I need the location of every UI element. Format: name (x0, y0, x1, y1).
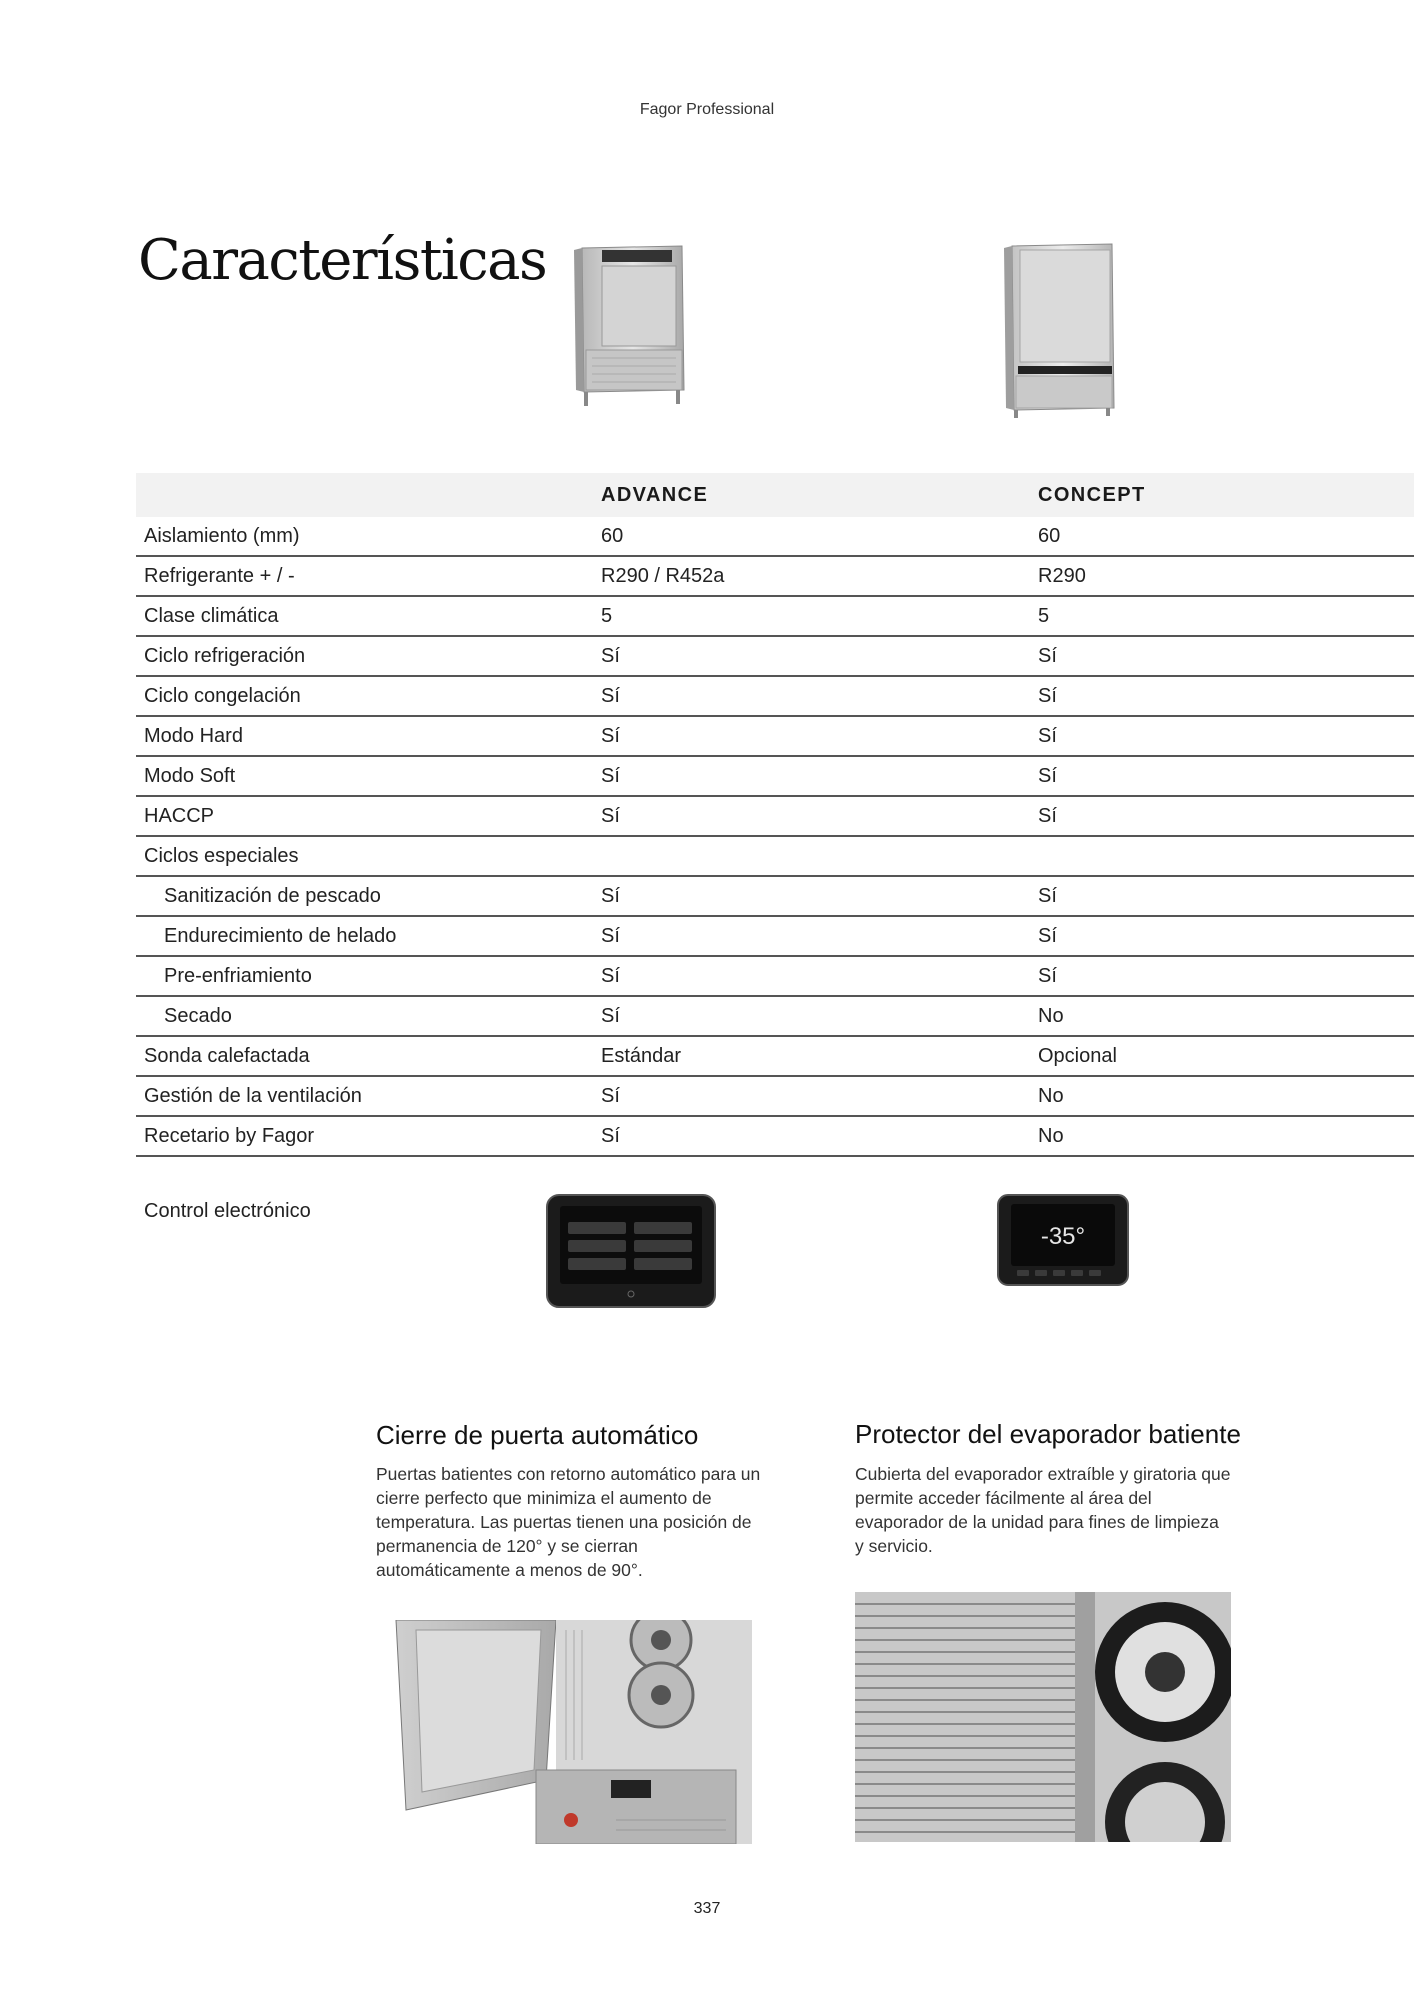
row-concept-value: Sí (1038, 676, 1414, 716)
row-concept-value: No (1038, 996, 1414, 1036)
row-label: Sonda calefactada (136, 1036, 601, 1076)
table-row (136, 596, 1414, 636)
feature-title-evaporator: Protector del evaporador batiente (855, 1419, 1241, 1449)
row-label: HACCP (136, 796, 601, 836)
table-header-advance: ADVANCE (601, 473, 1038, 517)
row-concept-value: No (1038, 1076, 1414, 1116)
control-electronico-label: Control electrónico (144, 1200, 311, 1222)
table-row (136, 756, 1414, 796)
row-concept-value: Sí (1038, 956, 1414, 996)
row-label: Modo Soft (136, 756, 601, 796)
page-number: 337 (693, 1900, 721, 1917)
row-advance-value: Sí (601, 636, 1038, 676)
table-row (136, 716, 1414, 756)
table-row (136, 636, 1414, 676)
feature-title-door: Cierre de puerta automático (376, 1420, 699, 1450)
row-label: Endurecimiento de helado (136, 916, 601, 956)
table-header-empty (136, 473, 601, 517)
table-row (136, 517, 1414, 556)
table-row (136, 956, 1414, 996)
row-advance-value: 5 (601, 596, 1038, 636)
feature-text-door: Puertas batientes con retorno automático para un cierre perfecto que minimiza el aumento de temperatura. Las puertas tienen una posición de permanencia de 120° y se cierran automáticamente a menos de 90°. (376, 1464, 761, 1580)
row-concept-value: Sí (1038, 716, 1414, 756)
table-row (136, 796, 1414, 836)
row-concept-value: Sí (1038, 636, 1414, 676)
table-header-concept: CONCEPT (1038, 473, 1414, 517)
row-concept-value: 60 (1038, 517, 1414, 556)
row-label: Ciclo refrigeración (136, 636, 601, 676)
concept-control-panel-image (997, 1194, 1129, 1286)
concept-cabinet-image (1004, 240, 1124, 420)
door-closing-photo (376, 1620, 752, 1844)
table-row (136, 876, 1414, 916)
row-advance-value: Sí (601, 756, 1038, 796)
row-label: Clase climática (136, 596, 601, 636)
row-label: Sanitización de pescado (136, 876, 601, 916)
table-row (136, 996, 1414, 1036)
row-advance-value: Sí (601, 1076, 1038, 1116)
row-label: Pre-enfriamiento (136, 956, 601, 996)
row-concept-value: R290 (1038, 556, 1414, 596)
table-row (136, 916, 1414, 956)
advance-cabinet-image (572, 240, 692, 420)
row-concept-value: No (1038, 1116, 1414, 1156)
row-advance-value: Sí (601, 716, 1038, 756)
advance-control-panel-image (546, 1194, 716, 1308)
row-concept-value: Opcional (1038, 1036, 1414, 1076)
row-concept-value: Sí (1038, 916, 1414, 956)
row-advance-value: Sí (601, 876, 1038, 916)
table-row (136, 1116, 1414, 1156)
table-header-row (136, 473, 1414, 517)
table-row (136, 556, 1414, 596)
table-row (136, 1076, 1414, 1116)
row-concept-value: Sí (1038, 796, 1414, 836)
table-row (136, 676, 1414, 716)
row-label: Gestión de la ventilación (136, 1076, 601, 1116)
feature-text-evaporator: Cubierta del evaporador extraíble y giratoria que permite acceder fácilmente al área del evaporador de la unidad para fines de limpieza y servicio. (855, 1464, 1231, 1556)
evaporator-cover-photo (855, 1592, 1231, 1842)
row-advance-value: Sí (601, 1116, 1038, 1156)
row-advance-value: 60 (601, 517, 1038, 556)
table-row (136, 836, 1414, 876)
page-title: Características (138, 228, 547, 293)
row-concept-value: Sí (1038, 756, 1414, 796)
row-label: Aislamiento (mm) (136, 517, 601, 556)
row-concept-value: 5 (1038, 596, 1414, 636)
row-label: Secado (136, 996, 601, 1036)
row-label: Modo Hard (136, 716, 601, 756)
row-label: Refrigerante + / - (136, 556, 601, 596)
row-advance-value (601, 836, 1038, 876)
row-advance-value: Estándar (601, 1036, 1038, 1076)
row-label: Recetario by Fagor (136, 1116, 601, 1156)
table-row (136, 1036, 1414, 1076)
spec-comparison-table (136, 473, 1414, 1157)
concept-display-readout: -35° (1040, 1223, 1086, 1250)
row-advance-value: Sí (601, 996, 1038, 1036)
row-advance-value: Sí (601, 916, 1038, 956)
row-label: Ciclo congelación (136, 676, 601, 716)
row-advance-value: R290 / R452a (601, 556, 1038, 596)
row-advance-value: Sí (601, 676, 1038, 716)
page-header-brand: Fagor Professional (639, 101, 775, 118)
row-label: Ciclos especiales (136, 836, 601, 876)
row-concept-value: Sí (1038, 876, 1414, 916)
row-advance-value: Sí (601, 956, 1038, 996)
row-advance-value: Sí (601, 796, 1038, 836)
row-concept-value (1038, 836, 1414, 876)
